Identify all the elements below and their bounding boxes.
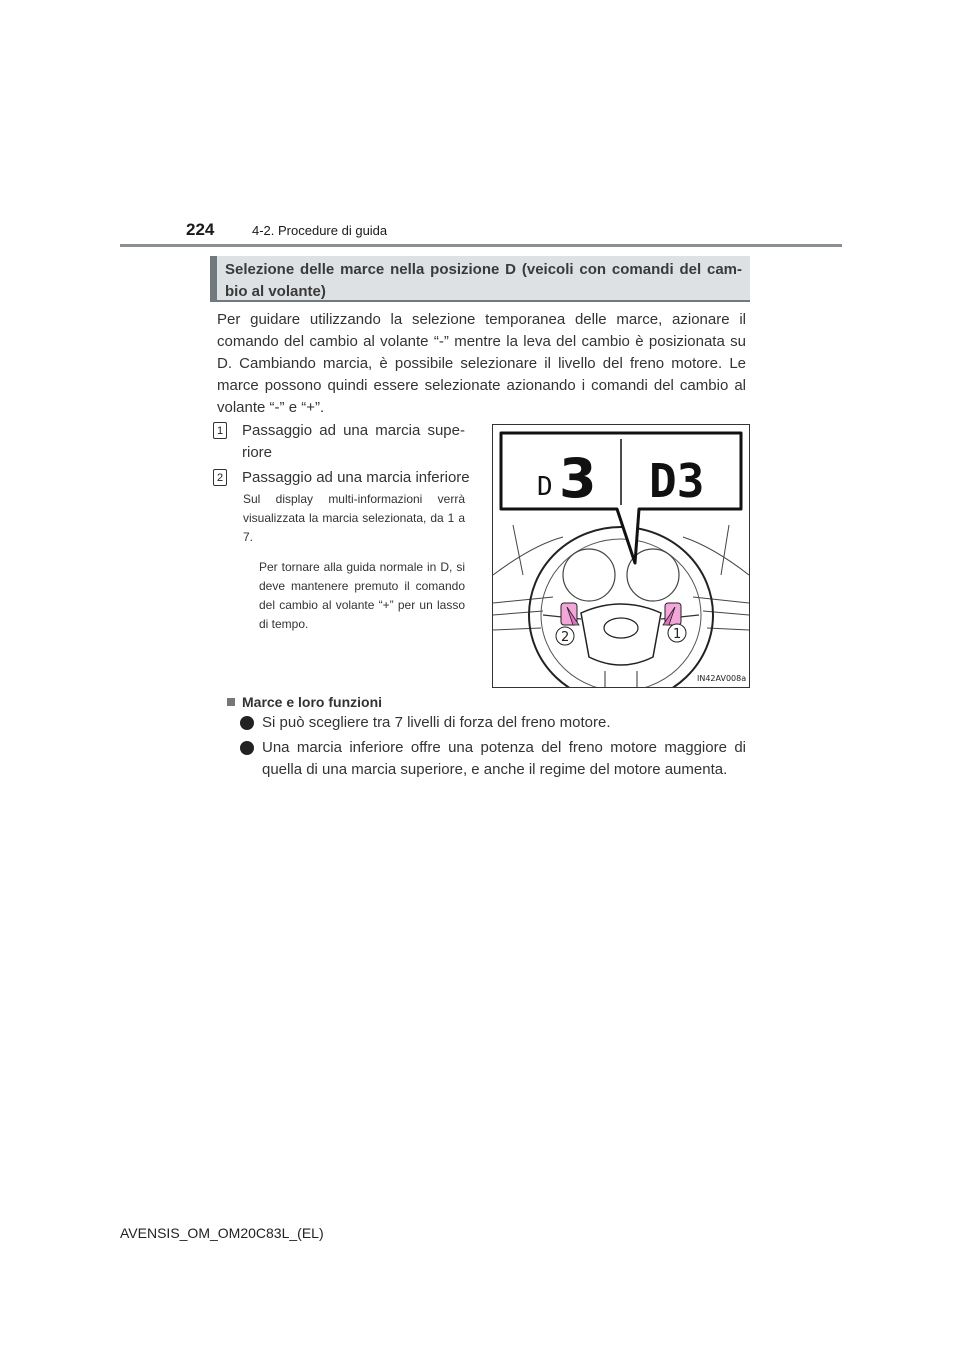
display-right-gear: D3 — [649, 454, 705, 508]
steering-wheel-figure — [492, 424, 750, 688]
callout-1: 1 — [673, 627, 682, 642]
page-header — [186, 220, 387, 240]
subsection-title: Marce e loro funzioni — [242, 694, 383, 710]
note-return-normal: Per tornare alla guida normale in D, si deve mantenere premuto il comando del cambio al volante “+” per un lasso di tempo. — [259, 560, 465, 631]
step-2-badge: 2 — [213, 469, 227, 486]
topic-title: Selezione delle marce nella posizione D (veicoli con comandi del cam-bio al volante) — [225, 261, 742, 300]
document-code-footer: AVENSIS_OM_OM20C83L_(EL) — [120, 1225, 324, 1241]
bullet-text-1: Si può scegliere tra 7 livelli di forza del freno motore. — [262, 714, 611, 731]
step-1-text: Passaggio ad una marcia supe-riore — [242, 422, 465, 461]
note-display-gear: Sul display multi-informazioni verrà visualizzata la marcia selezionata, da 1 a 7. — [243, 492, 465, 544]
figure-code: IN42AV008a — [697, 674, 747, 683]
square-bullet-icon — [227, 698, 235, 706]
step-1-badge: 1 — [213, 422, 227, 439]
display-left-gear: 3 — [559, 447, 597, 510]
bullet-dot-icon — [240, 741, 254, 755]
page-number: 224 — [186, 220, 215, 239]
step-2-text: Passaggio ad una marcia inferiore — [242, 469, 470, 486]
bullet-item-1 — [240, 712, 746, 734]
section-title: 4-2. Procedure di guida — [252, 223, 388, 238]
subsection-heading — [227, 694, 382, 710]
step-2 — [213, 467, 475, 489]
steering-wheel-illustration — [493, 425, 749, 687]
header-divider — [120, 244, 842, 247]
bullet-text-2: Una marcia inferiore offre una potenza del freno motore maggiore di quella di una marcia superiore, e anche il regime del motore aumenta. — [262, 739, 746, 778]
topic-title-box — [210, 256, 750, 302]
step-1 — [213, 420, 465, 464]
intro-paragraph: Per guidare utilizzando la selezione temporanea delle marce, azionare il comando del cambio al volante “-” mentre la leva del cambio è posizionata su D. Cambiando marcia, è possibile selezionare il livello del freno motore. Le marce possono quindi essere selezionate azionando i comandi del cambio al volante “-” e “+”. — [217, 311, 746, 416]
bullet-item-2 — [240, 737, 746, 781]
callout-2: 2 — [561, 630, 570, 645]
bullet-dot-icon — [240, 716, 254, 730]
display-left-d: D — [537, 472, 553, 502]
